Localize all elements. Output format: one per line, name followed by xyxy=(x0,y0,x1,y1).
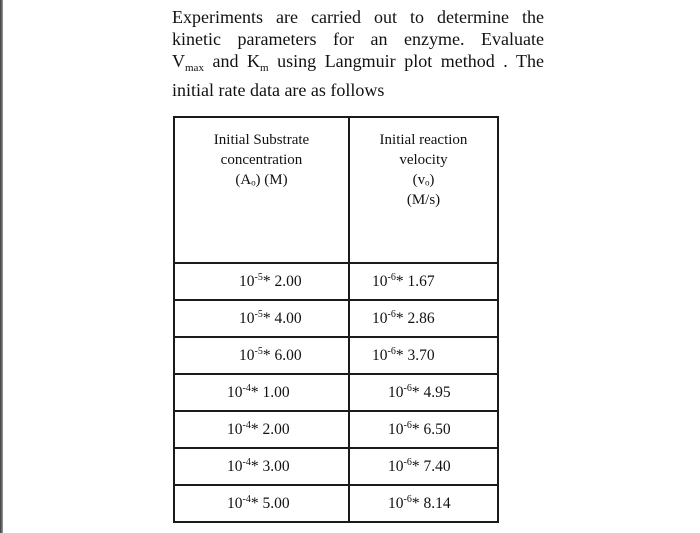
table-row xyxy=(174,485,498,522)
table-row xyxy=(174,374,498,411)
table-header-row xyxy=(174,117,498,263)
velocity-cell: $10^{-6}*$ 8.14 xyxy=(349,485,498,522)
velocity-cell: $10^{-6}*$ 1.67 xyxy=(349,263,498,300)
table-row xyxy=(174,411,498,448)
substrate-cell: $10^{-4}*$ 1.00 xyxy=(174,374,349,411)
problem-line-4: initial rate data are as follows xyxy=(172,80,385,100)
velocity-cell: $10^{-6}*$ 2.86 xyxy=(349,300,498,337)
table-row xyxy=(174,300,498,337)
substrate-cell: $10^{-5}*$ 6.00 xyxy=(174,337,349,374)
table-row xyxy=(174,448,498,485)
problem-line-1: Experiments are carried out to determine the xyxy=(172,7,544,27)
problem-line-2: kinetic parameters for an enzyme. Evaluate xyxy=(172,29,544,49)
vmax-symbol: $V_{max}$ xyxy=(172,51,204,74)
substrate-cell: $10^{-4}*$ 5.00 xyxy=(174,485,349,522)
km-symbol: and $K_m$ xyxy=(212,51,269,74)
page-edge-shadow xyxy=(0,0,3,533)
substrate-cell: $10^{-4}*$ 2.00 xyxy=(174,411,349,448)
problem-line-3: $V_{max}$ and $K_m$ using Langmuir plot method . The xyxy=(172,51,544,74)
velocity-cell: $10^{-6}*$ 3.70 xyxy=(349,337,498,374)
substrate-cell: $10^{-5}*$ 4.00 xyxy=(174,300,349,337)
velocity-cell: $10^{-6}*$ 7.40 xyxy=(349,448,498,485)
table-row xyxy=(174,263,498,300)
rate-data-table xyxy=(173,116,499,523)
substrate-header: Initial Substrate concentration (Aₒ) (M) xyxy=(174,117,349,263)
problem-statement xyxy=(172,6,544,101)
velocity-header: Initial reaction velocity (vₒ) (M/s) xyxy=(349,117,498,263)
velocity-cell: $10^{-6}*$ 6.50 xyxy=(349,411,498,448)
substrate-cell: $10^{-5}*$ 2.00 xyxy=(174,263,349,300)
velocity-cell: $10^{-6}*$ 4.95 xyxy=(349,374,498,411)
table-row xyxy=(174,337,498,374)
substrate-cell: $10^{-4}*$ 3.00 xyxy=(174,448,349,485)
